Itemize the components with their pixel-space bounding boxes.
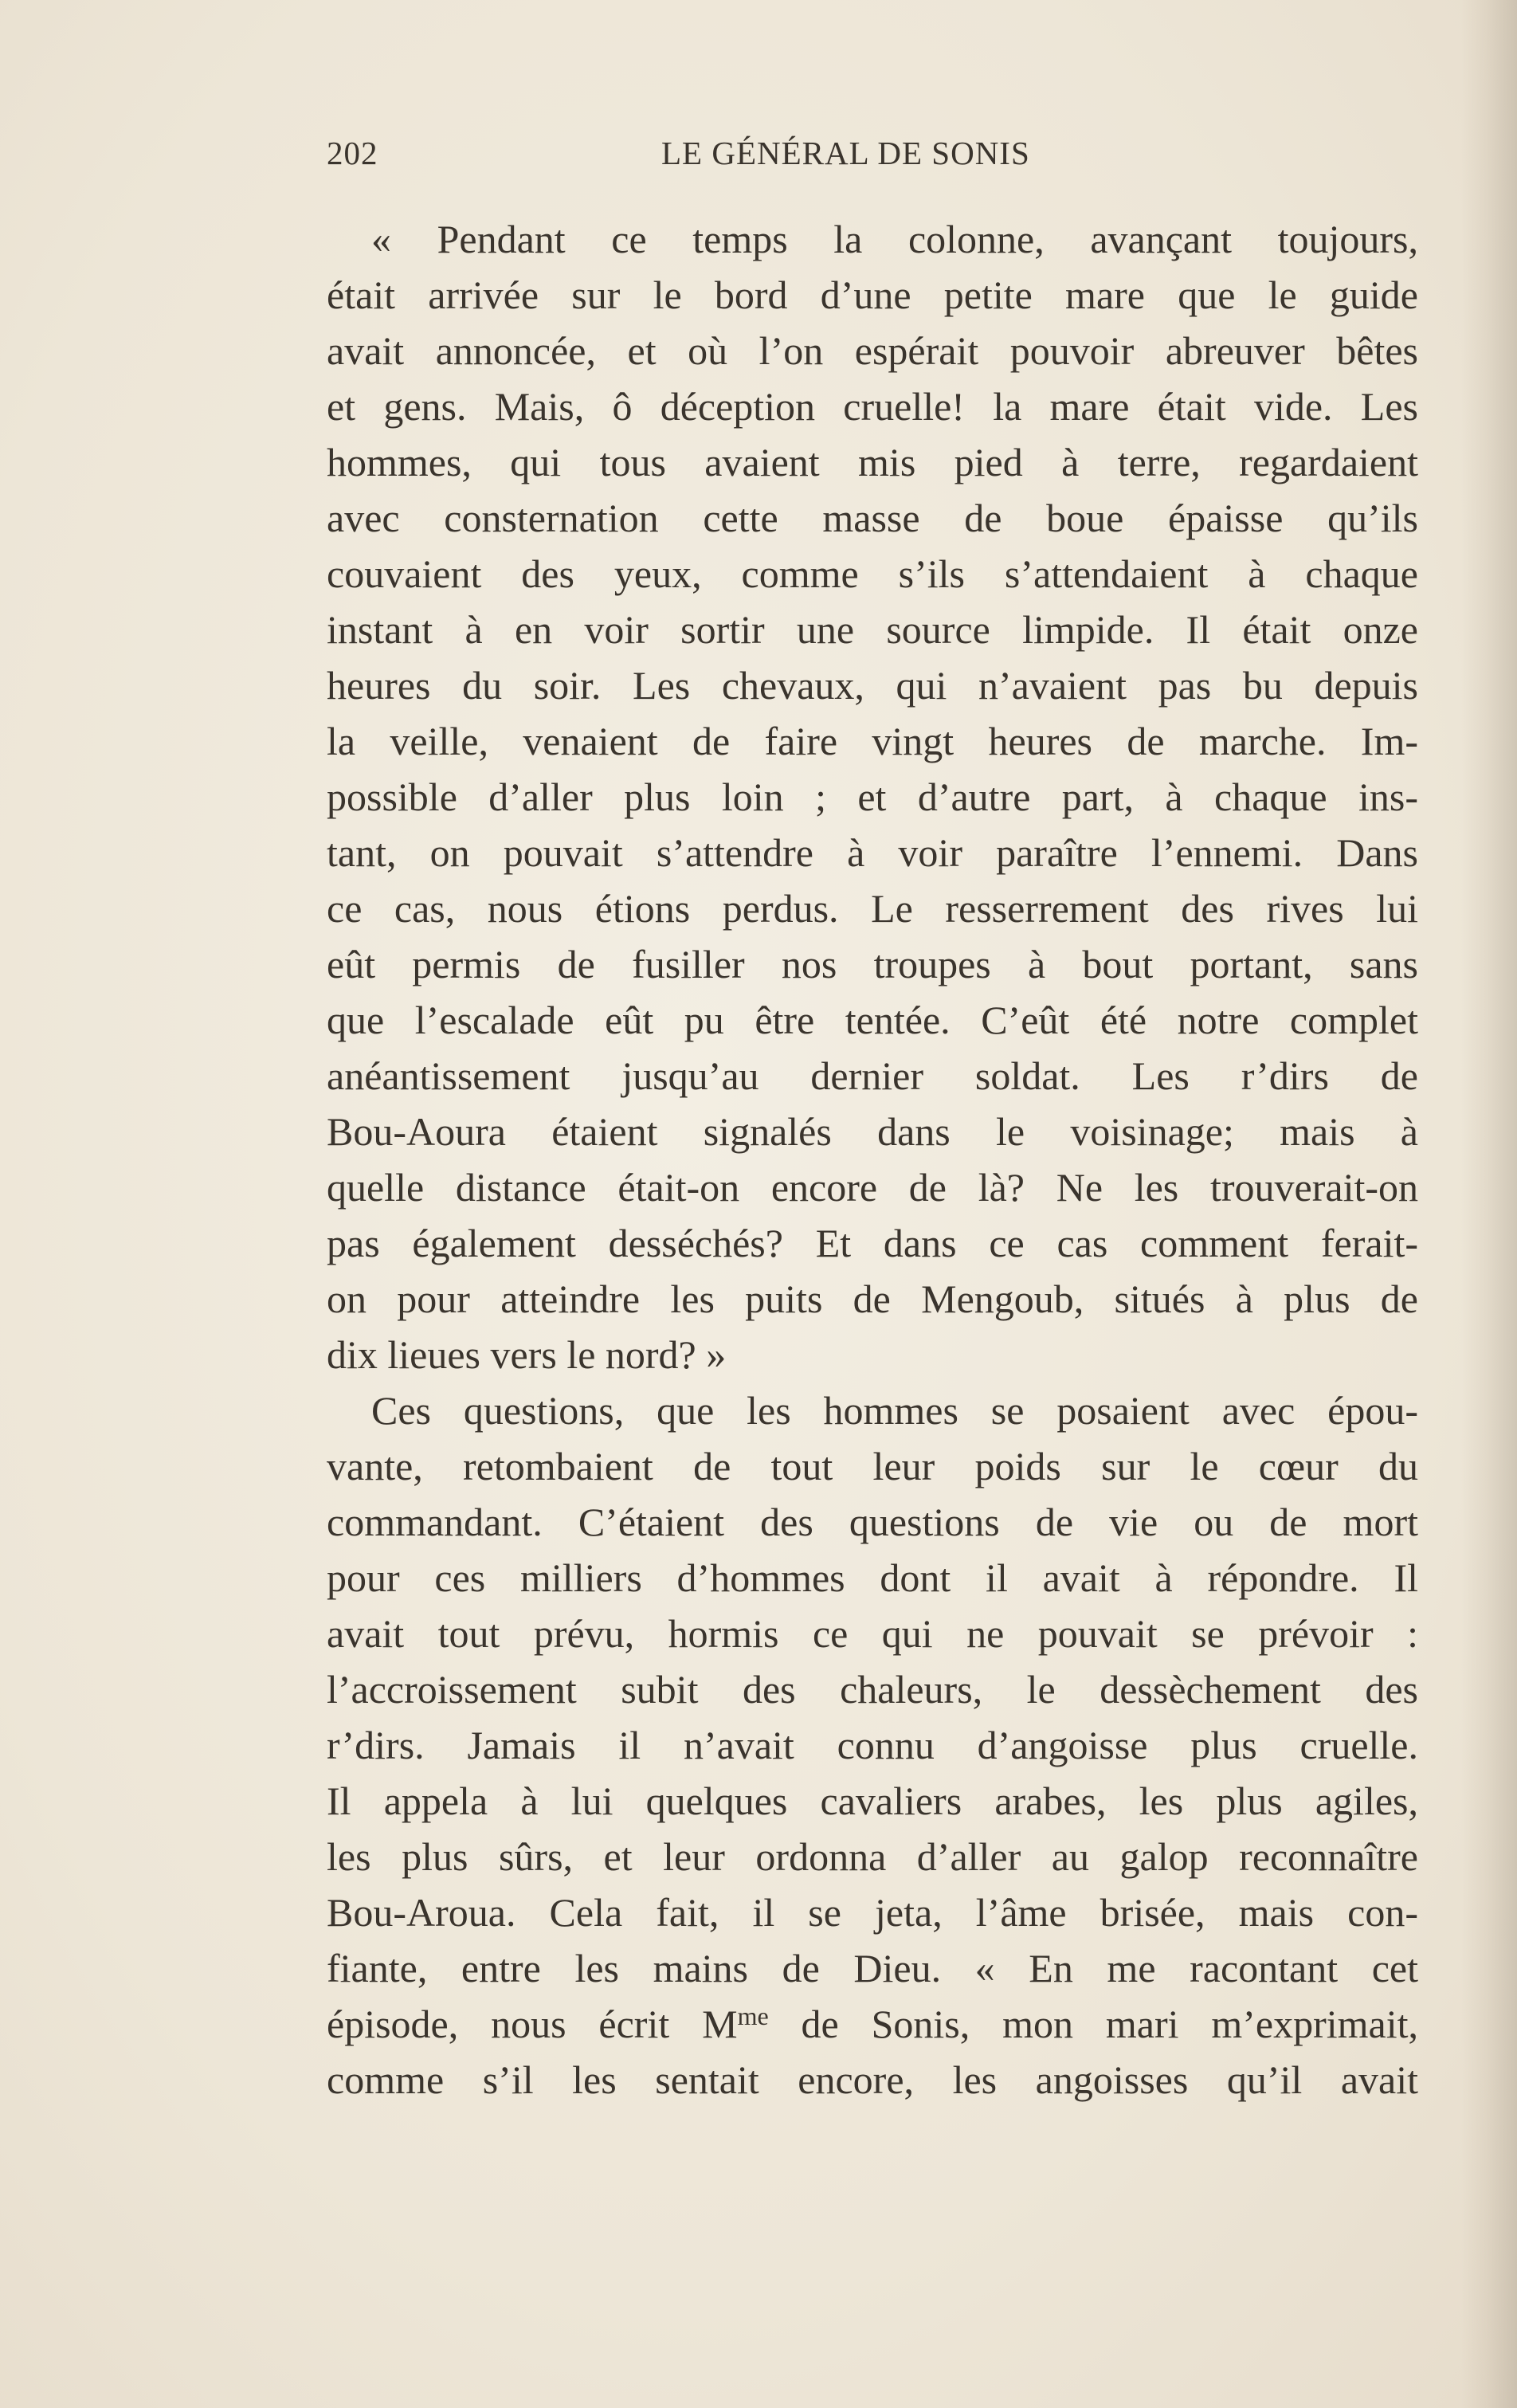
page-binding-shadow [1461,0,1517,2408]
text-line: Bou-Aroua. Cela fait, il se jeta, l’âme brisée, mais con- [327,1890,1418,1935]
text-line: avait annoncée, et où l’on espérait pouvoir abreuver bêtes [327,328,1418,373]
text-segment: épisode, nous écrit M [327,2002,738,2046]
text-line-mme [327,1996,1418,2052]
text-line: était arrivée sur le bord d’une petite mare que le guide [327,273,1418,317]
page-header [327,134,1418,190]
text-line: quelle distance était-on encore de là? Ne les trouverait-on [327,1165,1418,1210]
text-line: pour ces milliers d’hommes dont il avait à répondre. Il [327,1555,1418,1600]
text-line: tant, on pouvait s’attendre à voir paraître l’ennemi. Dans [327,830,1418,875]
text-line: « Pendant ce temps la colonne, avançant toujours, [371,217,1418,261]
text-line: possible d’aller plus loin ; et d’autre part, à chaque ins- [327,775,1418,819]
text-line: anéantissement jusqu’au dernier soldat. Les r’dirs de [327,1053,1418,1098]
superscript-me: me [737,2002,769,2030]
text-line: comme s’il les sentait encore, les angoisses qu’il avait [327,2057,1418,2102]
text-line: dix lieues vers le nord? » [327,1332,727,1377]
text-line: pas également desséchés? Et dans ce cas comment ferait- [327,1221,1418,1265]
text-line: l’accroissement subit des chaleurs, le dessèchement des [327,1667,1418,1712]
text-line: hommes, qui tous avaient mis pied à terre, regardaient [327,440,1418,484]
text-segment: de Sonis, mon mari m’exprimait, [768,2002,1419,2046]
text-line: que l’escalade eût pu être tentée. C’eût été notre complet [327,998,1418,1042]
text-line: commandant. C’étaient des questions de vie ou de mort [327,1500,1418,1544]
running-title: LE GÉNÉRAL DE SONIS [661,135,1030,171]
text-line: eût permis de fusiller nos troupes à bout portant, sans [327,942,1418,986]
text-line: avait tout prévu, hormis ce qui ne pouvait se prévoir : [327,1611,1418,1656]
text-line: r’dirs. Jamais il n’avait connu d’angoisse plus cruelle. [327,1723,1418,1767]
text-line: ce cas, nous étions perdus. Le resserrement des rives lui [327,886,1418,931]
text-line: la veille, venaient de faire vingt heures de marche. Im- [327,719,1418,763]
text-line: Il appela à lui quelques cavaliers arabes, les plus agiles, [327,1779,1418,1823]
page-number: 202 [327,135,378,171]
text-line: et gens. Mais, ô déception cruelle! la mare était vide. Les [327,384,1418,429]
text-line: on pour atteindre les puits de Mengoub, situés à plus de [327,1277,1418,1321]
text-line: couvaient des yeux, comme s’ils s’attendaient à chaque [327,551,1418,596]
text-line: Bou-Aoura étaient signalés dans le voisinage; mais à [327,1109,1418,1154]
text-line: vante, retombaient de tout leur poids sur le cœur du [327,1444,1418,1488]
text-line: Ces questions, que les hommes se posaient avec épou- [371,1388,1418,1433]
text-line: avec consternation cette masse de boue épaisse qu’ils [327,496,1418,540]
text-line: fiante, entre les mains de Dieu. « En me racontant cet [327,1946,1418,1990]
text-line: instant à en voir sortir une source limpide. Il était onze [327,607,1418,652]
text-line: heures du soir. Les chevaux, qui n’avaient pas bu depuis [327,663,1418,708]
text-line: les plus sûrs, et leur ordonna d’aller au galop reconnaître [327,1834,1418,1879]
body-text [327,211,1418,2108]
